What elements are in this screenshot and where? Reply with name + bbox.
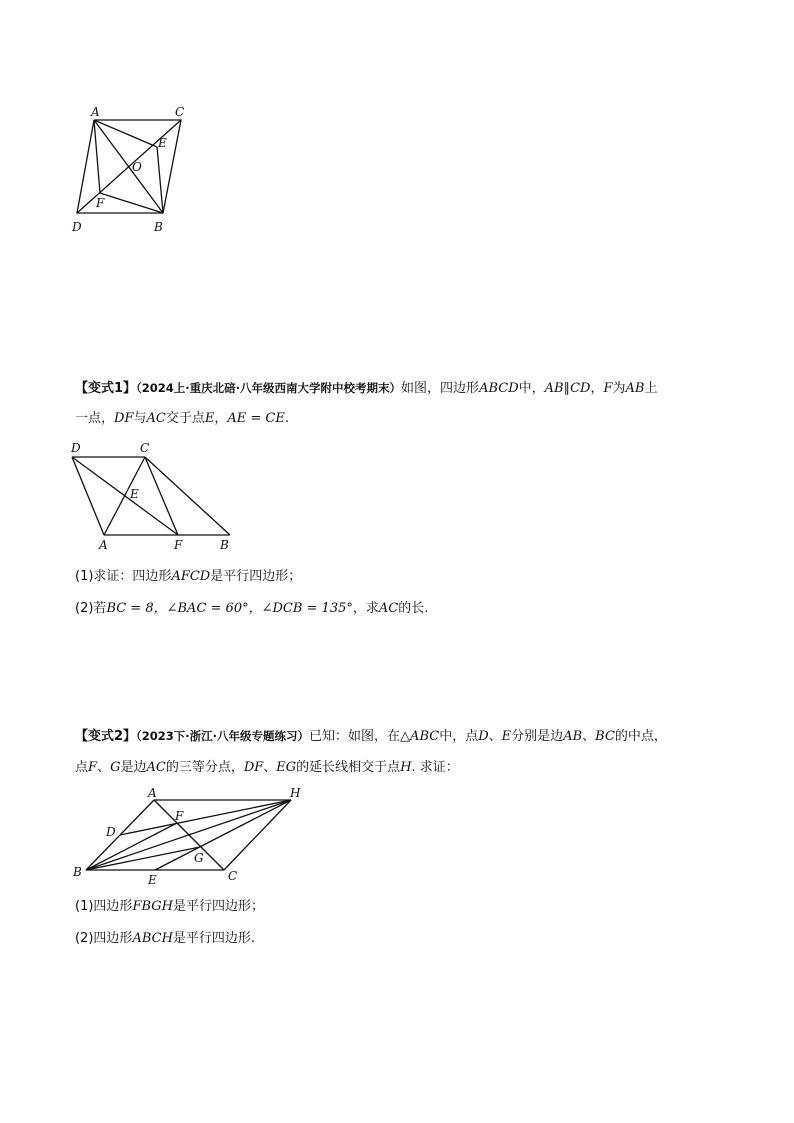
v2-label-g: G — [194, 851, 204, 865]
figure-1-parallelogram — [60, 95, 200, 240]
v2-label-a: A — [148, 786, 157, 800]
fig1-label-f: F — [96, 196, 105, 210]
v1-label-d: D — [71, 441, 81, 455]
v2-line-bf — [86, 823, 177, 870]
v2-line-bh — [86, 800, 291, 870]
v2-label-h: H — [290, 786, 301, 800]
variant2-figure — [60, 780, 320, 890]
variant1-question-2: (2)若BC = 8，∠BAC = 60°，∠DCB = 135°，求AC的长. — [75, 601, 429, 616]
fig1-label-e: E — [158, 136, 167, 150]
variant2-source: （2023下·浙江·八年级专题练习） — [136, 729, 310, 743]
variant1-statement-line1: 【变式1】（2024上·重庆北碚·八年级西南大学附中校考期末）如图，四边形ABCD中，AB∥CD，F为AB上 — [75, 381, 658, 396]
fig1-label-a: A — [91, 105, 100, 119]
variant2-question-1: (1)四边形FBGH是平行四边形； — [75, 899, 264, 914]
v1-label-b: B — [220, 538, 229, 552]
variant2-statement-line1: 【变式2】（2023下·浙江·八年级专题练习）已知：如图，在△ABC中，点D、E分别是边AB、BC的中点， — [75, 729, 667, 744]
variant1-question-1: (1)求证：四边形AFCD是平行四边形； — [75, 569, 302, 584]
fig1-segment-eb — [157, 147, 163, 213]
variant1-tag: 【变式1】 — [75, 381, 137, 396]
v2-line-ch — [224, 800, 291, 870]
variant1-figure — [60, 435, 240, 555]
v1-label-c: C — [140, 441, 150, 455]
v1-label-e: E — [130, 487, 139, 501]
v1-label-f: F — [174, 538, 183, 552]
variant1-source: （2024上·重庆北碚·八年级西南大学附中校考期末） — [136, 381, 402, 395]
fig1-label-b: B — [154, 220, 163, 234]
variant2-tag: 【变式2】 — [75, 729, 137, 744]
v2-label-b: B — [73, 865, 82, 879]
variant1-statement-line2: 一点，DF与AC交于点E，AE = CE. — [75, 411, 289, 426]
v1-line-cb — [145, 457, 230, 535]
variant2-statement-line2: 点F、G是边AC的三等分点，DF、EG的延长线相交于点H. 求证： — [75, 760, 459, 775]
fig1-label-d: D — [72, 220, 82, 234]
fig1-segment-fb — [100, 193, 163, 213]
v1-label-a: A — [99, 538, 108, 552]
v2-label-d: D — [106, 825, 116, 839]
v2-label-e: E — [148, 873, 157, 887]
v2-label-c: C — [228, 869, 238, 883]
fig1-segment-af — [94, 120, 100, 193]
variant2-question-2: (2)四边形ABCH是平行四边形. — [75, 931, 256, 946]
v2-label-f: F — [175, 809, 184, 823]
fig1-label-o: O — [132, 160, 142, 174]
fig1-label-c: C — [175, 105, 185, 119]
